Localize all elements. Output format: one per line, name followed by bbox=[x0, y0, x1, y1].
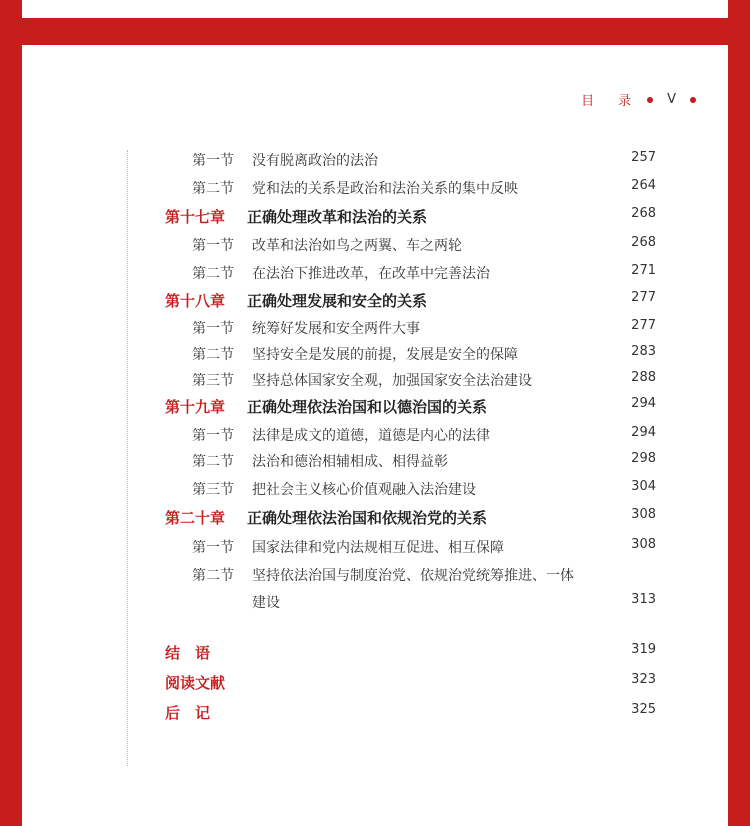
entry-page: 268 bbox=[631, 206, 656, 221]
previous-page-edge bbox=[22, 0, 728, 18]
entry-number: 第二节 bbox=[192, 347, 234, 363]
entry-number: 第二节 bbox=[192, 454, 234, 470]
entry-title: 坚持安全是发展的前提，发展是安全的保障 bbox=[252, 347, 518, 363]
entry-page: 308 bbox=[631, 537, 656, 552]
entry-title: 法治和德治相辅相成、相得益彰 bbox=[252, 454, 448, 470]
chapter-title: 正确处理依法治国和以德治国的关系 bbox=[247, 398, 488, 416]
entry-page: 308 bbox=[631, 507, 656, 522]
header-dot-icon bbox=[690, 97, 696, 103]
entry-page: 268 bbox=[631, 235, 656, 250]
entry-page: 288 bbox=[631, 370, 656, 385]
entry-title: 坚持总体国家安全观，加强国家安全法治建设 bbox=[252, 373, 532, 389]
entry-page: 294 bbox=[631, 396, 656, 411]
chapter-title: 正确处理发展和安全的关系 bbox=[247, 292, 428, 310]
chapter-number: 第二十章 bbox=[165, 509, 226, 527]
entry-page: 304 bbox=[631, 479, 656, 494]
entry-number: 第一节 bbox=[192, 540, 234, 556]
entry-page: 294 bbox=[631, 425, 656, 440]
entry-title: 在法治下推进改革，在改革中完善法治 bbox=[252, 266, 490, 282]
chapter-number: 第十八章 bbox=[165, 292, 226, 310]
back-matter-title: 阅读文献 bbox=[165, 674, 226, 692]
entry-title: 坚持依法治国与制度治党、依规治党统筹推进、一体 bbox=[252, 568, 574, 584]
entry-title: 党和法的关系是政治和法治关系的集中反映 bbox=[252, 181, 518, 197]
entry-page: 264 bbox=[631, 178, 656, 193]
entry-title: 国家法律和党内法规相互促进、相互保障 bbox=[252, 540, 504, 556]
back-matter-title: 结 语 bbox=[165, 644, 211, 662]
entry-number: 第一节 bbox=[192, 428, 234, 444]
entry-number: 第一节 bbox=[192, 153, 234, 169]
chapter-number: 第十九章 bbox=[165, 398, 226, 416]
entry-number: 第二节 bbox=[192, 568, 234, 584]
entry-number: 第一节 bbox=[192, 321, 234, 337]
chapter-title: 正确处理依法治国和依规治党的关系 bbox=[247, 509, 488, 527]
entry-number: 第二节 bbox=[192, 181, 234, 197]
chapter-number: 第十七章 bbox=[165, 208, 226, 226]
entry-page: 271 bbox=[631, 263, 656, 278]
entry-page: 257 bbox=[631, 150, 656, 165]
entry-page: 313 bbox=[631, 592, 656, 607]
entry-number: 第三节 bbox=[192, 373, 234, 389]
entry-title-continuation: 建设 bbox=[252, 595, 280, 611]
entry-page: 283 bbox=[631, 344, 656, 359]
entry-title: 把社会主义核心价值观融入法治建设 bbox=[252, 482, 476, 498]
entry-page: 298 bbox=[631, 451, 656, 466]
page-header bbox=[581, 90, 696, 109]
toc-page bbox=[22, 45, 728, 826]
entry-title: 统筹好发展和安全两件大事 bbox=[252, 321, 420, 337]
entry-number: 第三节 bbox=[192, 482, 234, 498]
entry-title: 没有脱离政治的法治 bbox=[252, 153, 378, 169]
entry-title: 改革和法治如鸟之两翼、车之两轮 bbox=[252, 238, 462, 254]
entry-page: 323 bbox=[631, 672, 656, 687]
entry-page: 277 bbox=[631, 290, 656, 305]
entry-page: 277 bbox=[631, 318, 656, 333]
chapter-title: 正确处理改革和法治的关系 bbox=[247, 208, 428, 226]
entry-page: 319 bbox=[631, 642, 656, 657]
entry-page: 325 bbox=[631, 702, 656, 717]
left-rule bbox=[127, 150, 128, 766]
header-dot-icon bbox=[647, 97, 653, 103]
entry-title: 法律是成文的道德，道德是内心的法律 bbox=[252, 428, 490, 444]
entry-number: 第一节 bbox=[192, 238, 234, 254]
header-page-number: V bbox=[667, 92, 676, 107]
header-label-1: 目 bbox=[581, 94, 595, 109]
entry-number: 第二节 bbox=[192, 266, 234, 282]
header-label-2: 录 bbox=[618, 94, 632, 109]
back-matter-title: 后 记 bbox=[165, 704, 211, 722]
